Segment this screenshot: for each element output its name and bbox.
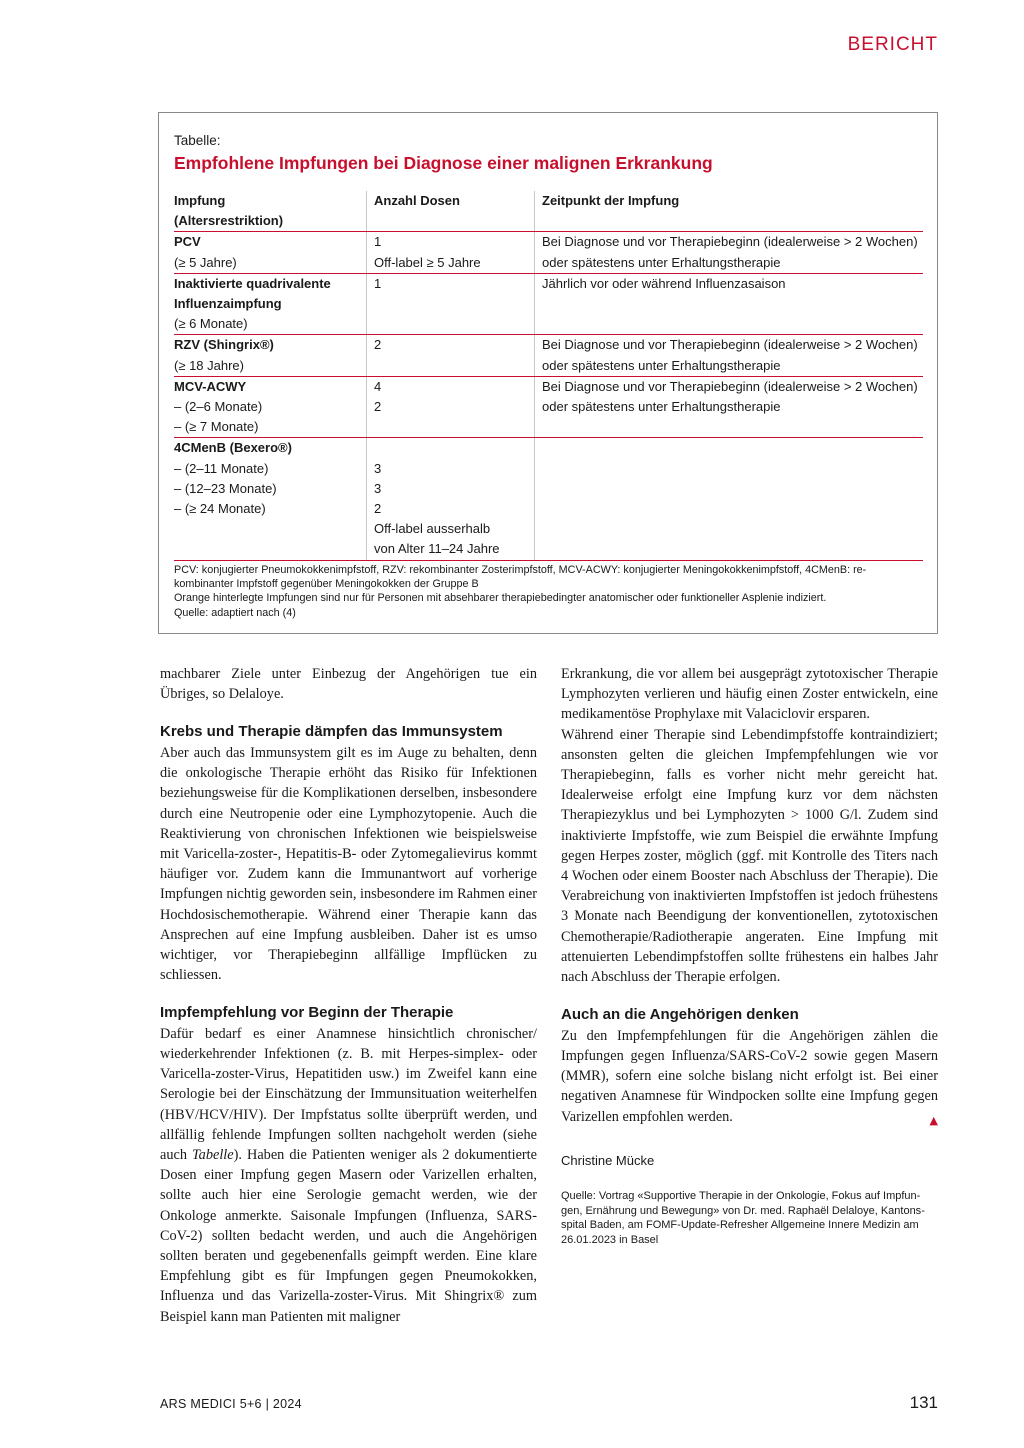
table-note: Quelle: adaptiert nach (4) bbox=[174, 606, 296, 619]
cell-vaccine: 4CMenB (Bexero®) – (2–11 Monate) – (12–23 Monate) – (≥ 24 Monate) bbox=[174, 438, 367, 560]
table-kicker: Tabelle: bbox=[174, 133, 221, 148]
cell-vaccine: MCV-ACWY – (2–6 Monate) – (≥ 7 Monate) bbox=[174, 376, 367, 438]
page-number: 131 bbox=[909, 1393, 938, 1412]
section-heading: Krebs und Therapie dämpfen das Immunsystem bbox=[160, 723, 503, 741]
paragraph: Zu den Impfempfehlungen für die Angehörigen zählen die Impfungen gegen Influenza/SARS-CoV-2 sowie gegen Masern (MMR), sofern eine solche bislang nicht erfolgt ist. Bei einer negativen Anamnese für Windpocken sollte eine Impfung gegen Varizellen empfohlen werden. ▲ bbox=[561, 1026, 938, 1127]
table-row bbox=[174, 232, 923, 273]
article-column-right bbox=[561, 664, 938, 1247]
table-note: Orange hinterlegte Impfungen sind nur für Personen mit absehbarer therapiebedingter anatomischer oder funktioneller Asplenie indiziert. bbox=[174, 592, 827, 605]
table-body bbox=[174, 232, 923, 560]
cell-doses: 1 bbox=[367, 273, 535, 335]
paragraph: Während einer Therapie sind Lebendimpfstoffe kontraindiziert; ansonsten gelten die gleichen Impfempfehlungen wie vor Therapiebeginn, falls es vorher nicht mehr gereicht hat. Idealerweise erfolgt eine Impfung kurz vor dem nächsten Therapiezyklus und bei Lymphozyten > 1000 G/l. Zudem sind inaktivierte Impfstoffe, wie zum Beispiel die erwähnte Impfung gegen Herpes zoster, möglich (ggf. mit Kontrolle des Titers nach 4 Wochen oder einem Booster nach Abschluss der Therapie). Die Verabreichung von inaktivierten Impfstoffen ist jedoch frühestens 3 Monate nach Beendigung der konventionellen, zytotoxischen Chemotherapie/Radiotherapie angeraten. Eine Impfung mit attenuierten Lebendimpfstoffen sollte frühestens ein halbes Jahr nach Abschluss der Therapie erfolgen. bbox=[561, 726, 938, 986]
vaccination-table-box bbox=[158, 112, 938, 634]
column-header-timing: Zeitpunkt der Impfung bbox=[535, 191, 924, 232]
table-reference: Tabelle bbox=[192, 1147, 234, 1164]
cell-vaccine: RZV (Shingrix®) (≥ 18 Jahre) bbox=[174, 335, 367, 376]
table-title: Empfohlene Impfungen bei Diagnose einer malignen Erkrankung bbox=[174, 153, 713, 173]
table-header-row bbox=[174, 191, 923, 232]
cell-timing: Bei Diagnose und vor Therapiebeginn (idealerweise > 2 Wochen) oder spätestens unter Erhaltungstherapie bbox=[535, 335, 924, 376]
paragraph: machbarer Ziele unter Einbezug der Angehörigen tue ein Übriges, so Delaloye. bbox=[160, 666, 537, 703]
table-note: PCV: konjugierter Pneumokokkenimpfstoff, RZV: rekombinanter Zosterimpfstoff, MCV-ACWY: konjugierter Meningokokkenimpfstoff, 4CMenB: re- bbox=[174, 564, 867, 576]
vaccination-table bbox=[174, 191, 923, 561]
cell-doses: 3 3 2 Off-label ausserhalb von Alter 11–24 Jahre bbox=[367, 438, 535, 560]
table-notes bbox=[174, 563, 924, 620]
section-heading: Auch an die Angehörigen denken bbox=[561, 1006, 799, 1024]
cell-timing: Jährlich vor oder während Influenzasaison bbox=[535, 273, 924, 335]
footer-journal: ARS MEDICI 5+6 | 2024 bbox=[160, 1397, 302, 1411]
article-column-left bbox=[160, 664, 537, 1327]
paragraph: Erkrankung, die vor allem bei ausgeprägt zytotoxischer Therapie Lymphozyten verlieren und häufig einen Zoster entwickeln, eine medikamentöse Prophylaxe mit Valaciclovir ersparen. bbox=[561, 666, 938, 723]
column-header-vaccine: Impfung (Altersrestriktion) bbox=[174, 191, 367, 232]
table-row bbox=[174, 376, 923, 438]
paragraph: Aber auch das Immunsystem gilt es im Auge zu behalten, denn die onkologische Therapie erhöht das Risiko für Infektionen beziehungsweise für die Komplikationen derselben, insbesondere durch eine Neutropenie oder eine Lymphozytopenie. Auch die Reaktivierung von chronischen Infektionen wie beispielsweise mit Varicella-zoster-, Hepatitis-B- oder Zytomegalievirus kommt häufiger vor. Zudem kann die Immunantwort auf vorherige Impfungen nichtig geworden sein, insbesondere im Rahmen einer Hochdosischemotherapie. Während einer Therapie kann das Ansprechen auf eine Impfung ausbleiben. Daher ist es umso wichtiger, vor Therapiebeginn allfällige Impflücken zu schliessen. bbox=[160, 744, 537, 984]
author: Christine Mücke bbox=[561, 1152, 655, 1168]
cell-timing bbox=[535, 438, 924, 560]
cell-timing: Bei Diagnose und vor Therapiebeginn (idealerweise > 2 Wochen) oder spätestens unter Erhaltungstherapie bbox=[535, 376, 924, 438]
table-row bbox=[174, 273, 923, 335]
section-label: BERICHT bbox=[847, 34, 938, 55]
end-triangle-icon: ▲ bbox=[929, 1113, 938, 1127]
cell-doses: 1 Off-label ≥ 5 Jahre bbox=[367, 232, 535, 273]
cell-timing: Bei Diagnose und vor Therapiebeginn (idealerweise > 2 Wochen) oder spätestens unter Erhaltungstherapie bbox=[535, 232, 924, 273]
section-heading: Impfempfehlung vor Beginn der Therapie bbox=[160, 1004, 454, 1022]
cell-doses: 2 bbox=[367, 335, 535, 376]
cell-vaccine: PCV (≥ 5 Jahre) bbox=[174, 232, 367, 273]
paragraph: Dafür bedarf es einer Anamnese hinsichtlich chronischer/ wiederkehrender Infektionen (z. B. mit Herpes-simplex- oder Varicella-zoster-Virus, Hepatitiden usw.) im Zweifel kann eine Serologie bei der Einschätzung der Immunsituation weiterhelfen (HBV/HCV/HIV). Der Impfstatus sollte überprüft werden, und allfällig fehlende Impfungen sollten nachgeholt werden (siehe auch Tabelle). Haben die Patienten weniger als 2 dokumentierte Dosen einer Impfung gegen Masern oder Varizellen erhalten, sollte auch hier eine Serologie gemacht werden, wie der Onkologe anmerkte. Saisonale Impfungen (Influenza, SARS-CoV-2) sollten bedacht werden, und auch die Angehörigen sollten beraten und gegebenenfalls geimpft werden. Eine klare Empfehlung gibt es für Impfungen gegen Pneumokokken, Influenza und das Varizella-zoster-Virus. Mit Shingrix® zum Beispiel kann man Patienten mit maligner bbox=[160, 1025, 537, 1325]
table-row bbox=[174, 335, 923, 376]
cell-doses: 4 2 bbox=[367, 376, 535, 438]
cell-vaccine: Inaktivierte quadrivalente Influenzaimpfung (≥ 6 Monate) bbox=[174, 273, 367, 335]
table-row bbox=[174, 438, 923, 560]
source-note: Quelle: Vortrag «Supportive Therapie in der Onkologie, Fokus auf Impfungen, Ernährung und Bewegung» von Dr. med. Raphaël Delaloye, Kantonsspital Baden, am FOMF-Update-Refresher Allgemeine Innere Medizin am 26.01.2023 in Basel bbox=[561, 1189, 925, 1246]
table-note: kombinanter Impfstoff gegenüber Meningokokken der Gruppe B bbox=[174, 578, 479, 591]
column-header-doses: Anzahl Dosen bbox=[367, 191, 535, 232]
